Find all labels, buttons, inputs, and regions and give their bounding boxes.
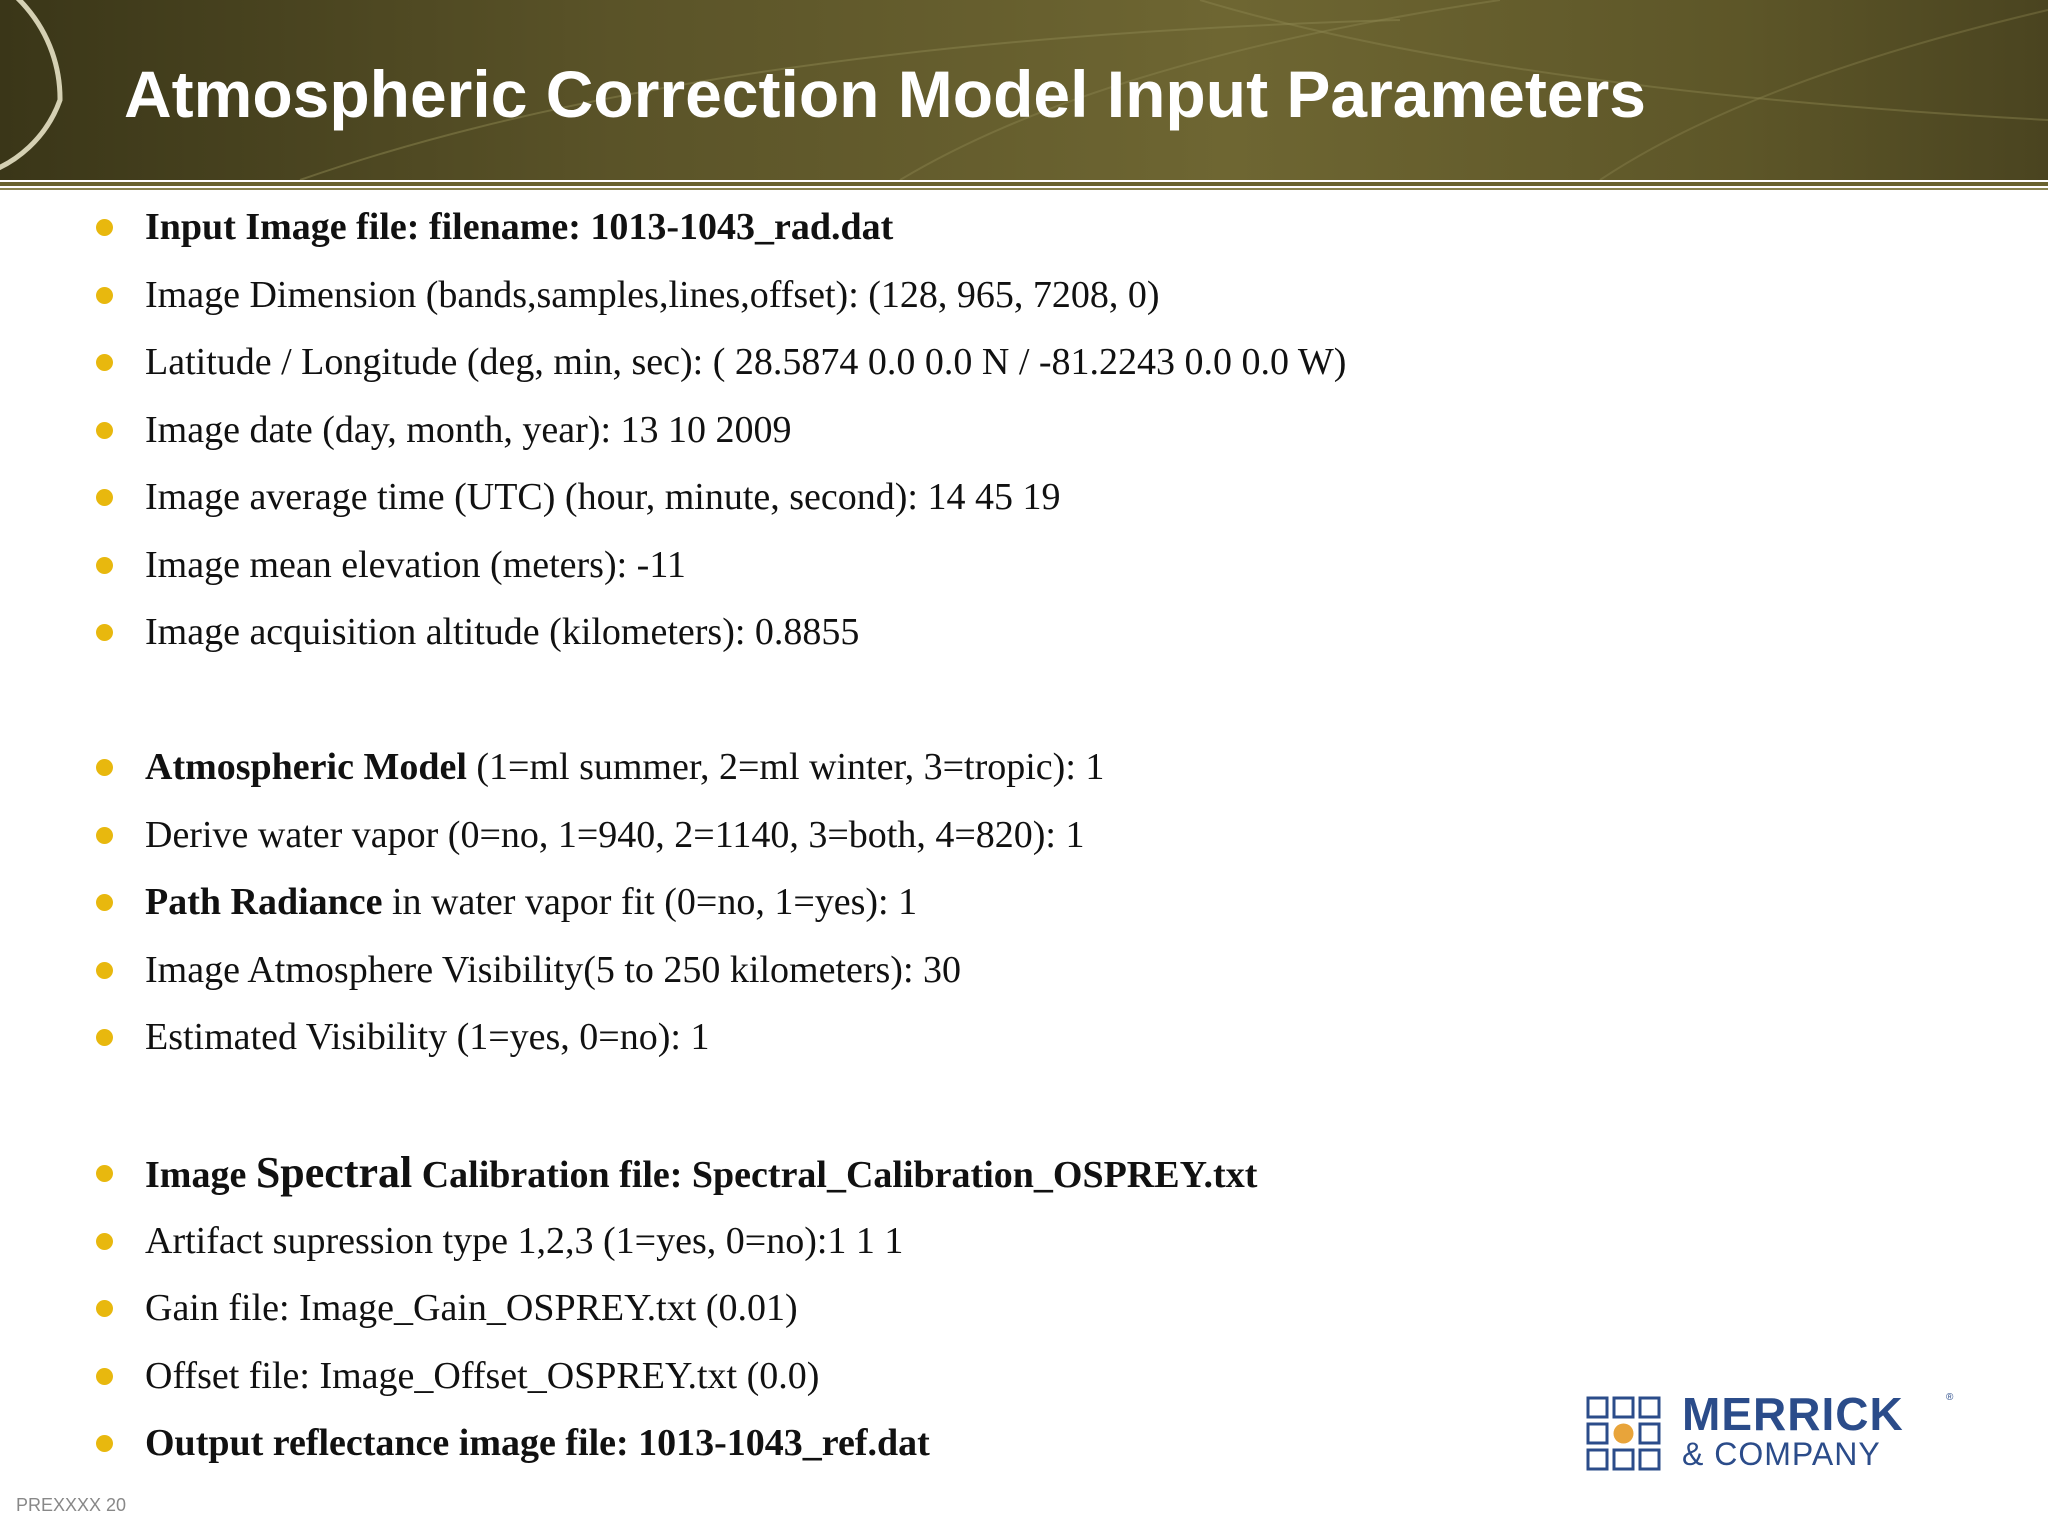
bullet-dot-icon <box>96 422 113 439</box>
parameter-text-run: Image acquisition altitude (kilometers): 0.8855 <box>145 611 860 653</box>
parameter-text <box>145 270 1160 320</box>
parameter-text-run: Image date (day, month, year): 13 10 2009 <box>145 409 792 451</box>
parameter-text <box>145 1012 709 1062</box>
logo-grid-icon <box>1586 1396 1662 1472</box>
bullet-dot-icon <box>96 759 113 776</box>
bullet-dot-icon <box>96 894 113 911</box>
parameter-text-run: Image Atmosphere Visibility(5 to 250 kilometers): 30 <box>145 949 962 991</box>
bullet-dot-icon <box>96 287 113 304</box>
parameter-text-run: Gain file: Image_Gain_OSPREY.txt (0.01) <box>145 1287 798 1329</box>
parameter-text-run: in water vapor fit (0=no, 1=yes): 1 <box>382 881 918 923</box>
logo-subtitle: & COMPANY <box>1682 1436 1881 1472</box>
parameter-text <box>145 1418 930 1468</box>
parameter-text <box>145 405 792 455</box>
parameter-text-run: Artifact supression type 1,2,3 (1=yes, 0=no):1 1 1 <box>145 1220 904 1262</box>
bullet-dot-icon <box>96 219 113 236</box>
merrick-logo <box>1586 1388 1966 1474</box>
bullet-dot-icon <box>96 557 113 574</box>
title-banner <box>0 0 2048 180</box>
parameter-text-run: Offset file: Image_Offset_OSPREY.txt (0.0) <box>145 1355 820 1397</box>
parameter-text-run: Derive water vapor (0=no, 1=940, 2=1140, 3=both, 4=820): 1 <box>145 814 1085 856</box>
parameter-text-run: Estimated Visibility (1=yes, 0=no): 1 <box>145 1016 710 1058</box>
parameter-text <box>145 540 686 590</box>
parameter-text <box>145 1351 819 1401</box>
title-rule-thin <box>0 188 2048 190</box>
parameter-text-run: Calibration file: Spectral_Calibration_OSPREY.txt <box>412 1154 1258 1196</box>
bullet-dot-icon <box>96 827 113 844</box>
bullet-dot-icon <box>96 1029 113 1046</box>
parameter-text <box>145 810 1084 860</box>
parameter-text-run: Image average time (UTC) (hour, minute, second): 14 45 19 <box>145 476 1061 518</box>
bullet-dot-icon <box>96 354 113 371</box>
parameter-text <box>145 1216 903 1266</box>
bullet-dot-icon <box>96 1435 113 1452</box>
parameter-text <box>145 472 1060 522</box>
parameter-text <box>145 607 859 657</box>
parameter-text-run: Image mean elevation (meters): -11 <box>145 544 686 586</box>
parameter-text <box>145 337 1346 387</box>
bullet-dot-icon <box>96 489 113 506</box>
bullet-dot-icon <box>96 624 113 641</box>
parameter-text <box>145 1148 1257 1200</box>
parameter-text-run: (1=ml summer, 2=ml winter, 3=tropic): 1 <box>466 746 1105 788</box>
parameter-text-run: Latitude / Longitude (deg, min, sec): ( 28.5874 0.0 0.0 N / -81.2243 0.0 0.0 W) <box>145 341 1347 383</box>
parameter-text-run: Atmospheric Model <box>145 746 467 788</box>
parameter-text-run: Output reflectance image file: 1013-1043_ref.dat <box>145 1422 930 1464</box>
registered-mark: ® <box>1946 1392 1954 1403</box>
logo-name: MERRICK <box>1682 1388 1904 1440</box>
parameter-text <box>145 945 961 995</box>
parameter-text <box>145 742 1104 792</box>
bullet-dot-icon <box>96 1368 113 1385</box>
bullet-dot-icon <box>96 1233 113 1250</box>
parameter-text-run: Input Image file: filename: 1013-1043_rad.dat <box>145 206 894 248</box>
title-rule <box>0 182 2048 186</box>
parameter-text-run: Spectral <box>255 1148 413 1197</box>
parameter-text-run: Image <box>145 1154 256 1196</box>
parameter-text-run: Image Dimension (bands,samples,lines,offset): (128, 965, 7208, 0) <box>145 274 1160 316</box>
parameter-text <box>145 202 893 252</box>
bullet-dot-icon <box>96 962 113 979</box>
slide-title: Atmospheric Correction Model Input Parameters <box>124 57 1646 131</box>
slide-footer: PREXXXX 20 <box>16 1495 127 1515</box>
bullet-dot-icon <box>96 1300 113 1317</box>
parameter-text <box>145 1283 798 1333</box>
parameter-text <box>145 877 917 927</box>
bullet-dot-icon <box>96 1165 113 1182</box>
parameter-text-run: Path Radiance <box>145 881 383 923</box>
